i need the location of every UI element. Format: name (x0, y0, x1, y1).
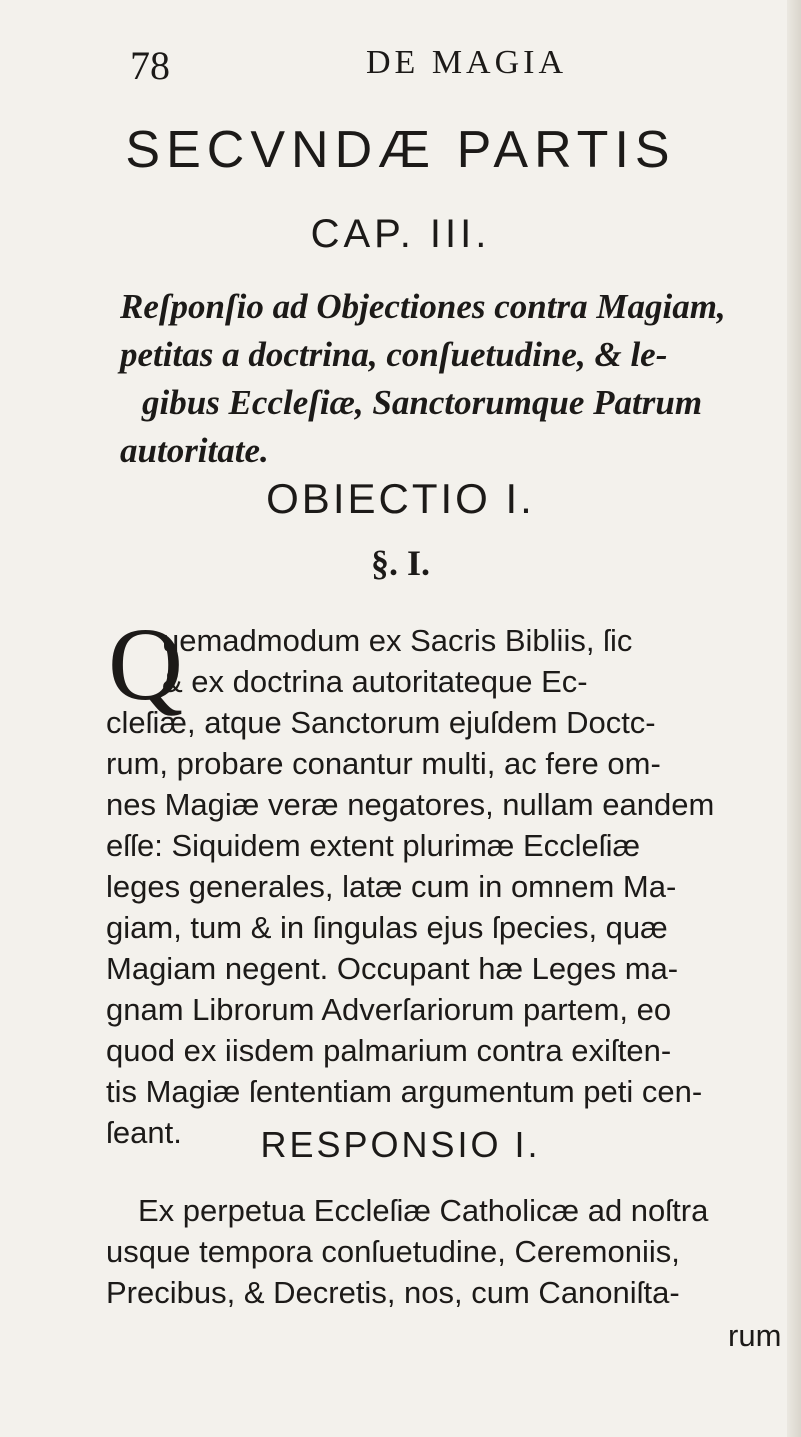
text-line: Ex perpetua Eccleſiæ Catholicæ ad noſtra (138, 1193, 709, 1228)
part-title: SECVNDÆ PARTIS (125, 121, 676, 179)
text-line: rum, probare conantur multi, ac fere om- (106, 746, 661, 781)
subtitle-line: autoritate. (120, 431, 269, 470)
page-header (0, 36, 801, 86)
text-line: ſeant. (106, 1115, 182, 1150)
text-line: gnam Librorum Adverſariorum partem, eo (106, 992, 672, 1027)
response-paragraph (106, 1190, 794, 1313)
text-line: leges generales, latæ cum in omnem Ma- (106, 869, 677, 904)
drop-cap: Q (108, 607, 184, 722)
text-line: cleſiæ, atque Sanctorum ejuſdem Doctc- (106, 705, 656, 740)
subtitle-line: Reſponſio ad Objectiones contra Magiam, (120, 287, 726, 326)
text-line: Magiam negent. Occupant hæ Leges ma- (106, 951, 679, 986)
response-heading: RESPONSIO I. (260, 1124, 541, 1165)
chapter-subtitle (120, 283, 780, 475)
text-line: Precibus, & Decretis, nos, cum Canoniſta- (106, 1275, 680, 1310)
objection-heading: OBIECTIO I. (266, 475, 535, 522)
text-line: tis Magiæ ſententiam argumentum peti cen- (106, 1074, 703, 1109)
page-number: 78 (130, 43, 170, 88)
text-line: & ex doctrina autoritateque Ec- (162, 664, 588, 699)
objection-paragraph (106, 607, 794, 1153)
text-line: giam, tum & in ſingulas ejus ſpecies, quæ (106, 910, 668, 945)
text-line: usque tempora conſuetudine, Ceremoniis, (106, 1234, 680, 1269)
chapter-heading: CAP. III. (310, 212, 491, 256)
section-mark: §. I. (370, 543, 430, 583)
catchword: rum (728, 1318, 782, 1353)
running-head: DE MAGIA (366, 44, 568, 81)
subtitle-line: petitas a doctrina, conſuetudine, & le- (120, 335, 668, 374)
text-line: uemadmodum ex Sacris Bibliis, ſic (162, 623, 633, 658)
text-line: eſſe: Siquidem extent plurimæ Eccleſiæ (106, 828, 641, 863)
subtitle-line: gibus Eccleſiæ, Sanctorumque Patrum (142, 383, 703, 422)
text-line: quod ex iisdem palmarium contra exiſten- (106, 1033, 672, 1068)
text-line: nes Magiæ veræ negatores, nullam eandem (106, 787, 715, 822)
